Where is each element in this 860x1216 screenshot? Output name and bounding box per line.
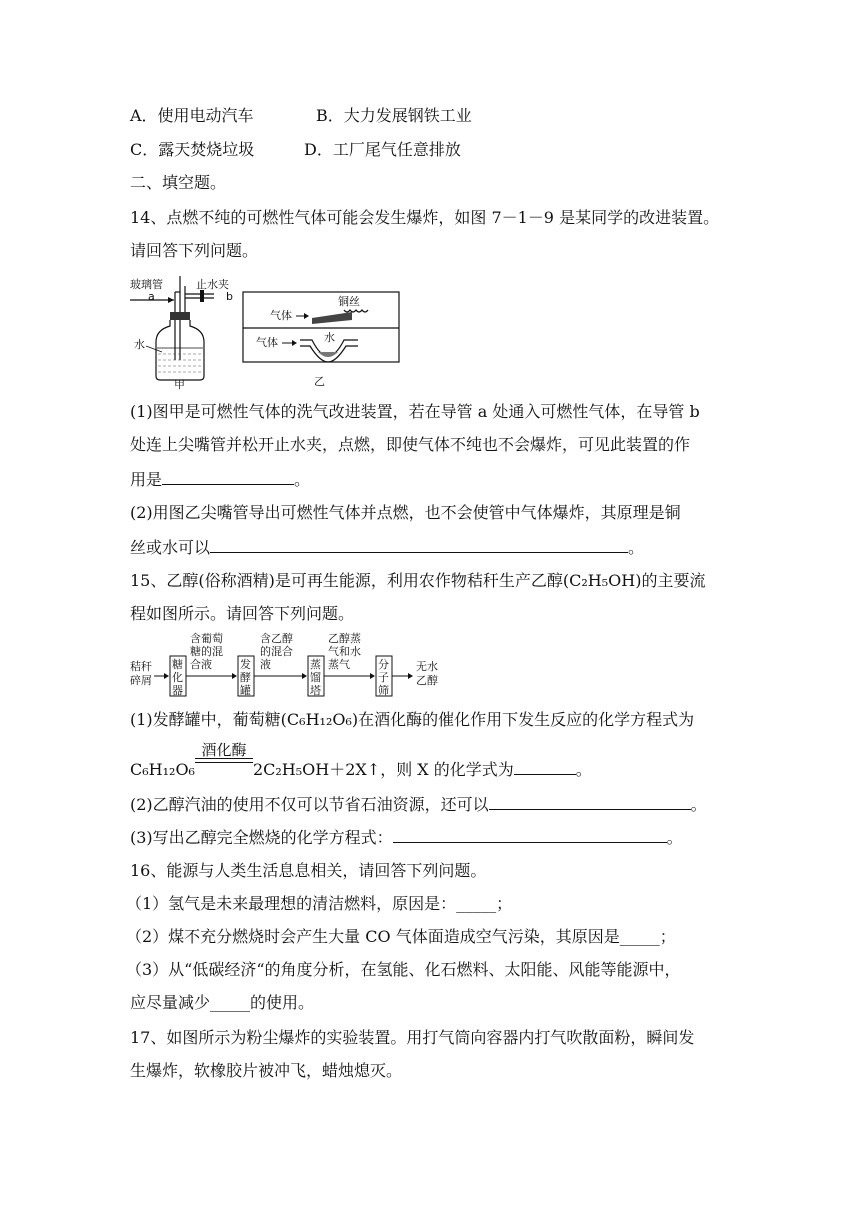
svg-text:碎屑: 碎屑	[130, 674, 152, 687]
q15-flow-diagram	[130, 632, 450, 704]
q14-figure-yi	[240, 290, 402, 390]
label-copper: 铜丝	[338, 295, 360, 308]
svg-text:筛: 筛	[378, 684, 389, 697]
label-b: b	[226, 290, 233, 303]
option-b: B．大力发展钢铁工业	[316, 106, 472, 125]
reaction-condition: 酒化酶	[201, 741, 247, 759]
svg-text:馏: 馏	[310, 671, 321, 684]
q14-stem-line1: 14、点燃不纯的可燃性气体可能会发生爆炸，如图 7－1－9 是某同学的改进装置。	[130, 208, 720, 227]
svg-text:液: 液	[260, 658, 271, 671]
option-d: D．工厂尾气任意排放	[304, 140, 461, 159]
flow-label-1	[190, 632, 223, 671]
option-c: C．露天焚烧垃圾	[130, 140, 255, 159]
q14-p2-line1: (2)用图乙尖嘴管导出可燃性气体并点燃，也不会使管中气体爆炸，其原理是铜	[130, 503, 681, 522]
q17-stem-line2: 生爆炸，软橡胶片被冲飞，蜡烛熄灭。	[130, 1061, 403, 1080]
q14-p1-line2: 处连上尖嘴管并松开止水夹，点燃，即使气体不纯也不会爆炸，可见此装置的作	[130, 435, 691, 454]
answer-blank[interactable]	[514, 758, 576, 775]
label-glass-tube: 玻璃管	[130, 278, 163, 291]
answer-blank[interactable]	[393, 826, 667, 843]
svg-text:化: 化	[172, 671, 183, 684]
q16-p3-line1: （3）从“低碳经济“的角度分析，在氢能、化石燃料、太阳能、风能等能源中，	[126, 960, 681, 979]
label-gas-2: 气体	[256, 336, 278, 349]
q14-p1-line3: 用是 。	[130, 470, 311, 489]
answer-blank[interactable]	[489, 793, 691, 810]
label-a: a	[148, 290, 155, 303]
svg-text:乙醇: 乙醇	[416, 674, 438, 687]
q16-p2: （2）煤不充分燃烧时会产生大量 CO 气体面造成空气污染，其原因是_____；	[126, 927, 676, 946]
svg-text:糖的混: 糖的混	[190, 645, 223, 658]
label-water-2: 水	[324, 331, 335, 344]
q16-p3-line2: 应尽量减少_____的使用。	[130, 993, 315, 1012]
flow-label-3	[328, 632, 361, 671]
svg-text:子: 子	[378, 671, 389, 684]
svg-text:气和水: 气和水	[328, 645, 361, 658]
q15-stem-line2: 程如图所示。请回答下列问题。	[130, 604, 355, 623]
svg-text:合液: 合液	[190, 658, 212, 671]
q15-stem-line1: 15、乙醇(俗称酒精)是可再生能源，利用农作物秸秆生产乙醇(C₂H₅OH)的主要流	[130, 571, 706, 590]
svg-text:发: 发	[240, 658, 251, 671]
label-jia: 甲	[174, 378, 185, 390]
svg-text:无水: 无水	[416, 660, 438, 673]
svg-text:糖: 糖	[172, 658, 183, 671]
label-gas-1: 气体	[270, 309, 292, 322]
label-clamp: 止水夹	[196, 278, 229, 291]
q15-p2: (2)乙醇汽油的使用不仅可以节省石油资源，还可以 。	[130, 795, 707, 814]
label-yi: 乙	[314, 375, 325, 388]
svg-text:的混合: 的混合	[260, 645, 293, 658]
option-a: A．使用电动汽车	[130, 106, 254, 125]
section-heading: 二、填空题。	[130, 173, 227, 192]
q17-stem-line1: 17、如图所示为粉尘爆炸的实验装置。用打气筒向容器内打气吹散面粉，瞬间发	[130, 1028, 695, 1047]
svg-text:秸秆: 秸秆	[130, 660, 152, 673]
svg-text:蒸气: 蒸气	[328, 658, 350, 671]
svg-text:罐: 罐	[240, 684, 251, 697]
flow-label-2	[260, 632, 293, 671]
q15-p3: (3)写出乙醇完全燃烧的化学方程式： 。	[130, 828, 683, 847]
label-water: 水	[134, 338, 145, 351]
svg-text:含乙醇: 含乙醇	[260, 632, 293, 645]
q16-p1: （1）氢气是未来最理想的清洁燃料，原因是：_____；	[126, 894, 513, 913]
svg-text:塔: 塔	[310, 684, 321, 697]
svg-text:含葡萄: 含葡萄	[190, 632, 223, 645]
svg-text:分: 分	[378, 658, 389, 671]
svg-text:器: 器	[172, 684, 183, 697]
q14-p1-line1: (1)图甲是可燃性气体的洗气改进装置，若在导管 a 处通入可燃性气体，在导管 b	[130, 402, 700, 421]
q14-figure-jia	[128, 272, 240, 390]
svg-text:乙醇蒸: 乙醇蒸	[328, 632, 361, 645]
answer-blank[interactable]	[162, 468, 294, 485]
flow-start	[130, 659, 152, 687]
q15-p1-line1: (1)发酵罐中，葡萄糖(C₆H₁₂O₆)在酒化酶的催化作用下发生反应的化学方程式为	[130, 710, 695, 729]
flow-end	[416, 659, 438, 687]
q16-stem: 16、能源与人类生活息息相关，请回答下列问题。	[130, 861, 487, 880]
q14-stem-line2: 请回答下列问题。	[130, 241, 259, 260]
svg-text:蒸: 蒸	[310, 658, 321, 671]
q14-p2-line2: 丝或水可以 。	[130, 538, 645, 557]
svg-text:酵: 酵	[240, 671, 251, 684]
answer-blank[interactable]	[210, 536, 628, 553]
q15-p1-line2: C₆H₁₂O₆ 酒化酶 2C₂H₅OH＋2X↑，则 X 的化学式为 。	[130, 741, 592, 779]
